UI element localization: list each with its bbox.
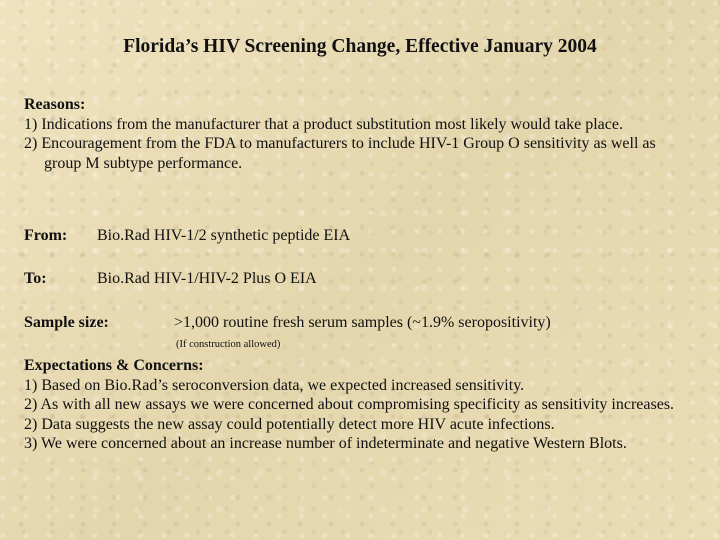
reasons-section xyxy=(24,95,704,173)
expectations-section xyxy=(24,356,704,454)
to-row xyxy=(24,269,704,289)
to-label: To: xyxy=(24,270,47,287)
expectation-item: 1) Based on Bio.Rad’s seroconversion data, we expected increased sensitivity. xyxy=(24,376,525,394)
from-value: Bio.Rad HIV-1/2 synthetic peptide EIA xyxy=(97,227,351,244)
reason-item: 1) Indications from the manufacturer that a product substitution most likely would take place. xyxy=(24,115,623,133)
reason-item: 2) Encouragement from the FDA to manufacturers to include HIV-1 Group O sensitivity as well as group M subtype performance. xyxy=(24,135,656,172)
sample-size-row xyxy=(24,313,704,333)
expectation-item: 3) We were concerned about an increase number of indeterminate and negative Western Blots. xyxy=(24,435,627,452)
to-value: Bio.Rad HIV-1/HIV-2 Plus O EIA xyxy=(97,270,317,287)
expectation-item: 2) Data suggests the new assay could potentially detect more HIV acute infections. xyxy=(24,415,555,433)
sample-size-label: Sample size: xyxy=(24,314,109,331)
from-row xyxy=(24,226,704,246)
sample-size-value: >1,000 routine fresh serum samples (~1.9% seropositivity) xyxy=(174,314,551,331)
sample-size-note: (If construction allowed) xyxy=(176,339,281,350)
reasons-heading: Reasons: xyxy=(24,96,86,113)
expectations-heading: Expectations & Concerns: xyxy=(24,357,204,374)
slide-title: Florida’s HIV Screening Change, Effective January 2004 xyxy=(123,36,597,57)
expectation-item: 2) As with all new assays we were concerned about compromising specificity as sensitivity increases. xyxy=(24,396,675,413)
from-label: From: xyxy=(24,227,68,244)
